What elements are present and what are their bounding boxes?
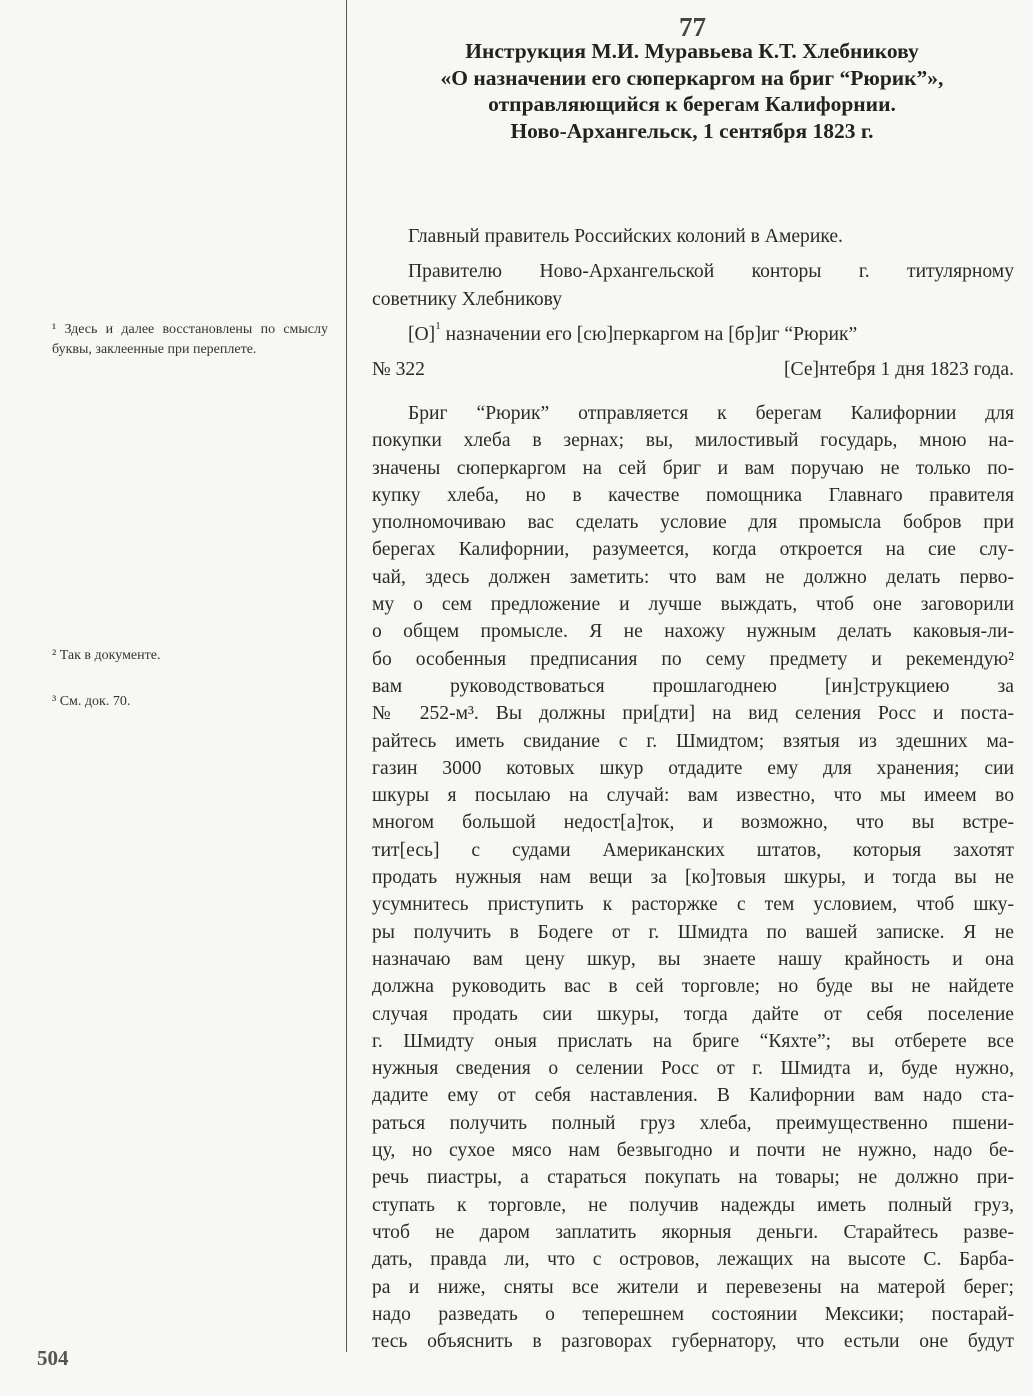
body-line: чай, здесь должен заметить: что вам не должно делать перво- bbox=[372, 566, 1014, 588]
body-line: ры получить в Бодеге от г. Шмидта по вашей записке. Я не bbox=[372, 921, 1014, 943]
body-line: райтесь иметь свидание с г. Шмидтом; взятыя из здешних ма- bbox=[372, 730, 1014, 752]
addressee-line: советнику Хлебникову bbox=[372, 288, 563, 310]
body-line: дать, правда ли, что с островов, лежащих на высоте С. Барба- bbox=[372, 1249, 1014, 1271]
body-line: случая продать сии шкуры, тогда дайте от себя поселение bbox=[372, 1003, 1014, 1025]
body-line: покупки хлеба в зернах; вы, милостивый государь, мною на- bbox=[372, 430, 1014, 452]
title-line: «О назначении его сюперкаргом на бриг “Рюрик”», bbox=[440, 65, 944, 90]
addressee-line: Правителю Ново-Архангельской конторы г. титулярному bbox=[408, 261, 1014, 283]
document-reg-number: № 322 bbox=[372, 359, 425, 381]
body-line: му о сем предложение и лучше выждать, чтоб оне заговорили bbox=[372, 594, 1014, 616]
title-line: отправляющийся к берегам Калифорнии. bbox=[488, 92, 896, 117]
body-line: назначаю вам цену шкур, вы знаете нашу крайность и она bbox=[372, 948, 1014, 970]
body-line: тит[есь] с судами Американских штатов, которыя захотят bbox=[372, 839, 1014, 861]
document-number: 77 bbox=[679, 12, 706, 42]
footnote-2: ² Так в документе. bbox=[52, 648, 161, 663]
body-line: надо разведать о теперешнем состоянии Мексики; постарай- bbox=[372, 1303, 1014, 1325]
body-line: Бриг “Рюрик” отправляется к берегам Калифорнии для bbox=[408, 403, 1014, 424]
body-line: газин 3000 котовых шкур отдадите ему для хранения; сии bbox=[372, 757, 1014, 779]
body-line: № 252-м³. Вы должны при[дти] на вид селения Росс и поста- bbox=[372, 703, 1014, 725]
body-line: должна руководить вас в сей торговле; но буде вы не найдете bbox=[372, 976, 1014, 998]
margin-rule bbox=[346, 0, 347, 1352]
document-body bbox=[372, 400, 1014, 1355]
body-line: бо особенныя предписания по сему предмету и рекемендую² bbox=[372, 648, 1014, 670]
body-line: вам руководствоваться прошлагоднею [ин]струкциею за bbox=[372, 675, 1014, 697]
body-line: цу, но сухое мясо нам безвыгодно и почти не нужно, надо бе- bbox=[372, 1140, 1014, 1162]
body-line: речь пиастры, а стараться покупать на товары; не должно при- bbox=[372, 1167, 1014, 1189]
body-line: дадите ему от себя наставления. В Калифорнии вам надо ста- bbox=[372, 1085, 1014, 1107]
body-line: усумнитесь приступить к расторжке с тем условием, чтоб шку- bbox=[372, 894, 1014, 916]
body-line: о общем промысле. Я не нахожу нужным делать каковыя-ли- bbox=[372, 621, 1014, 643]
title-line: Ново-Архангельск, 1 сентября 1823 г. bbox=[510, 119, 874, 144]
body-line: шкуры я посылаю на случай: вам известно, что мы имеем во bbox=[372, 785, 1014, 807]
body-line: ра и ниже, сняты все жители и перевезены на матерой берег; bbox=[372, 1276, 1014, 1298]
body-line: г. Шмидту оныя прислать на бриге “Кяхте”; вы отберете все bbox=[372, 1030, 1014, 1052]
body-line: купку хлеба, но в качестве помощника Главнаго правителя bbox=[372, 484, 1014, 506]
body-line: значены сюперкаргом на сей бриг и вам поручаю не только по- bbox=[372, 457, 1014, 479]
body-line: продать нужныя нам вещи за [ко]товыя шкуры, и тогда вы не bbox=[372, 867, 1014, 889]
addressor: Главный правитель Российских колоний в Америке. bbox=[408, 226, 843, 247]
document-header bbox=[372, 223, 1014, 383]
subject-line: $[О]^1$ назначении его [сю]перкаргом на [бр]иг “Рюрик” bbox=[408, 319, 858, 345]
document-title bbox=[372, 38, 1012, 145]
number-date-row bbox=[372, 356, 1014, 383]
footnote-1: ¹ Здесь и далее восстановлены по смыслу буквы, заклеенные при переплете. bbox=[52, 322, 328, 357]
title-line: Инструкция М.И. Муравьева К.Т. Хлебникову bbox=[465, 39, 919, 63]
document-date: [Се]нтебря 1 дня 1823 года. bbox=[784, 359, 1014, 381]
body-line: ступать к торговле, не получив надежды иметь полный груз, bbox=[372, 1194, 1014, 1216]
footnote-3: ³ См. док. 70. bbox=[52, 694, 131, 709]
body-line: нужныя сведения о селении Росс от г. Шмидта и, буде нужно, bbox=[372, 1058, 1014, 1080]
body-line: уполномочиваю вас сделать условие для промысла бобров при bbox=[372, 512, 1014, 534]
body-line: чтоб не даром заплатить якорныя деньги. Старайтесь разве- bbox=[372, 1221, 1014, 1243]
body-line: раться получить полный груз хлеба, преимущественно пшени- bbox=[372, 1112, 1014, 1134]
body-line: берегах Калифорнии, разумеется, когда откроется на сие слу- bbox=[372, 539, 1014, 561]
body-line: тесь объяснить в разговорах губернатору, что естьли оне будут bbox=[372, 1331, 1014, 1353]
page-number: 504 bbox=[37, 1346, 69, 1370]
body-line: многом большой недост[а]ток, и возможно, что вы встре- bbox=[372, 812, 1014, 834]
